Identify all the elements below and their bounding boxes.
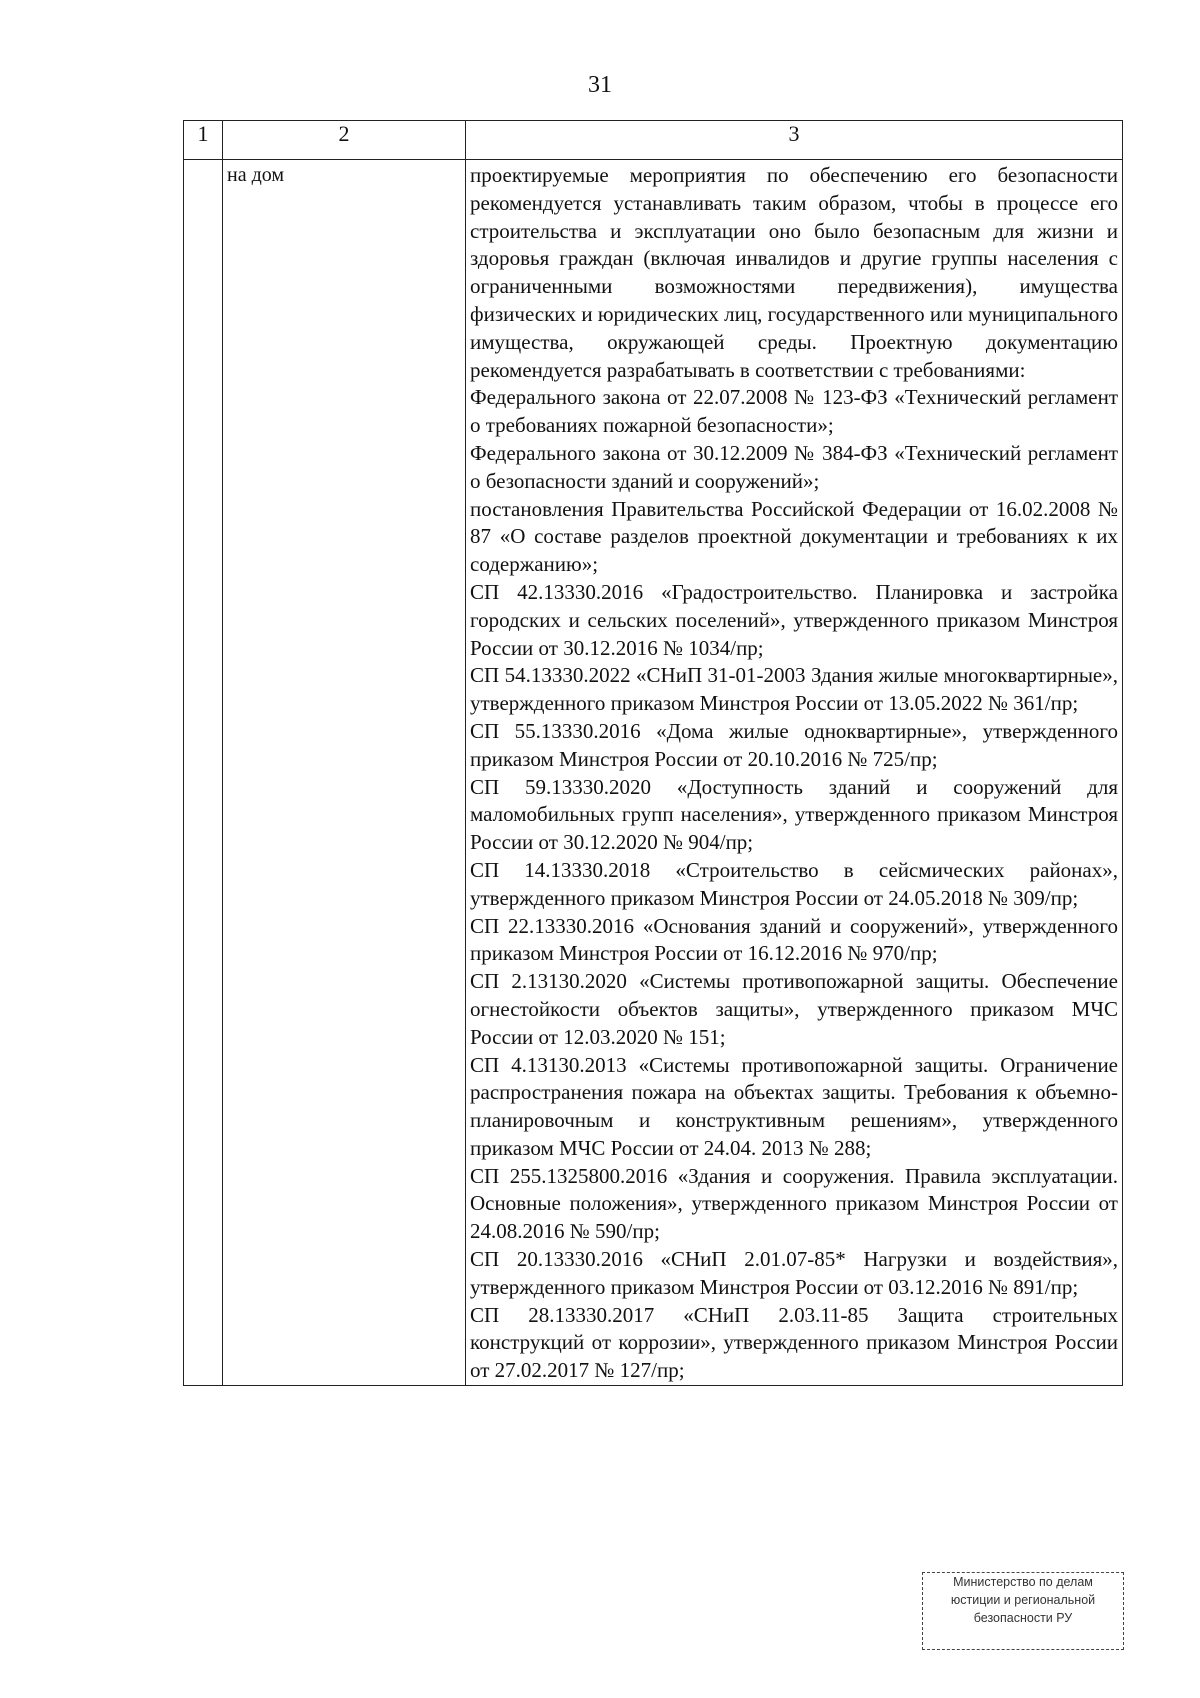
paragraph: СП 2.13130.2020 «Системы противопожарной защиты. Обеспечение огнестойкости объектов защиты», утвержденного приказом МЧС России от 12.03.2020 № 151; <box>470 969 1118 1049</box>
regulation-table <box>183 120 1123 1386</box>
header-col-2: 2 <box>223 121 466 160</box>
paragraph: Федерального закона от 22.07.2008 № 123-ФЗ «Технический регламент о требованиях пожарной безопасности»; <box>470 385 1118 438</box>
row-cell-3 <box>466 160 1123 1386</box>
row-cell-1 <box>184 160 223 1386</box>
header-col-3: 3 <box>466 121 1123 160</box>
paragraph: СП 255.1325800.2016 «Здания и сооружения. Правила эксплуатации. Основные положения», утвержденного приказом Минстроя России от 24.08.2016 № 590/пр; <box>470 1163 1118 1244</box>
paragraph: СП 20.13330.2016 «СНиП 2.01.07-85* Нагрузки и воздействия», утвержденного приказом Минстроя России от 03.12.2016 № 891/пр; <box>470 1247 1118 1299</box>
table-row <box>184 160 1123 1386</box>
paragraph: СП 14.13330.2018 «Строительство в сейсмических районах», утвержденного приказом Минстроя России от 24.05.2018 № 309/пр; <box>470 857 1118 910</box>
paragraph: СП 55.13330.2016 «Дома жилые одноквартирные», утвержденного приказом Минстроя России от 20.10.2016 № 725/пр; <box>470 718 1118 771</box>
paragraph: СП 22.13330.2016 «Основания зданий и сооружений», утвержденного приказом Минстроя России от 16.12.2016 № 970/пр; <box>470 913 1118 966</box>
paragraph: СП 54.13330.2022 «СНиП 31-01-2003 Здания жилые многоквартирные», утвержденного приказом Минстроя России от 13.05.2022 № 361/пр; <box>470 663 1118 716</box>
table-header-row <box>184 121 1123 160</box>
paragraph: СП 59.13330.2020 «Доступность зданий и сооружений для маломобильных групп населения», утвержденного приказом Минстроя России от 30.12.2020 № 904/пр; <box>470 774 1118 855</box>
paragraph: постановления Правительства Российской Федерации от 16.02.2008 № 87 «О составе разделов проектной документации и требованиях к их содержанию»; <box>470 496 1118 577</box>
paragraph: СП 28.13330.2017 «СНиП 2.03.11-85 Защита строительных конструкций от коррозии», утвержденного приказом Минстроя России от 27.02.2017 № 127/пр; <box>470 1302 1118 1383</box>
page-number: 31 <box>588 72 612 98</box>
paragraph: СП 42.13330.2016 «Градостроительство. Планировка и застройка городских и сельских поселений», утвержденного приказом Минстроя России от 30.12.2016 № 1034/пр; <box>470 579 1118 660</box>
paragraph: Федерального закона от 30.12.2009 № 384-ФЗ «Технический регламент о безопасности зданий и сооружений»; <box>470 440 1118 493</box>
header-col-1: 1 <box>184 121 223 160</box>
paragraph: СП 4.13130.2013 «Системы противопожарной защиты. Ограничение распространения пожара на объектах защиты. Требования к объемно-планировочным и конструктивным решениям», утвержденного приказом МЧС России от 24.04. 2013 № 288; <box>470 1052 1118 1160</box>
stamp-line: Министерство по делам <box>953 1575 1093 1589</box>
paragraph: проектируемые мероприятия по обеспечению его безопасности рекомендуется устанавливать таким образом, чтобы в процессе его строительства и эксплуатации оно было безопасным для жизни и здоровья граждан (включая инвалидов и другие группы населения с ограниченными возможностями передвижения), имущества физических и юридических лиц, государственного или муниципального имущества, окружающей среды. Проектную документацию рекомендуется разрабатывать в соответствии с требованиями: <box>470 163 1118 382</box>
stamp-line: юстиции и региональной <box>950 1593 1096 1607</box>
ministry-stamp <box>922 1572 1124 1650</box>
row-cell-2: на дом <box>223 160 466 1386</box>
stamp-line: безопасности РУ <box>973 1611 1073 1625</box>
